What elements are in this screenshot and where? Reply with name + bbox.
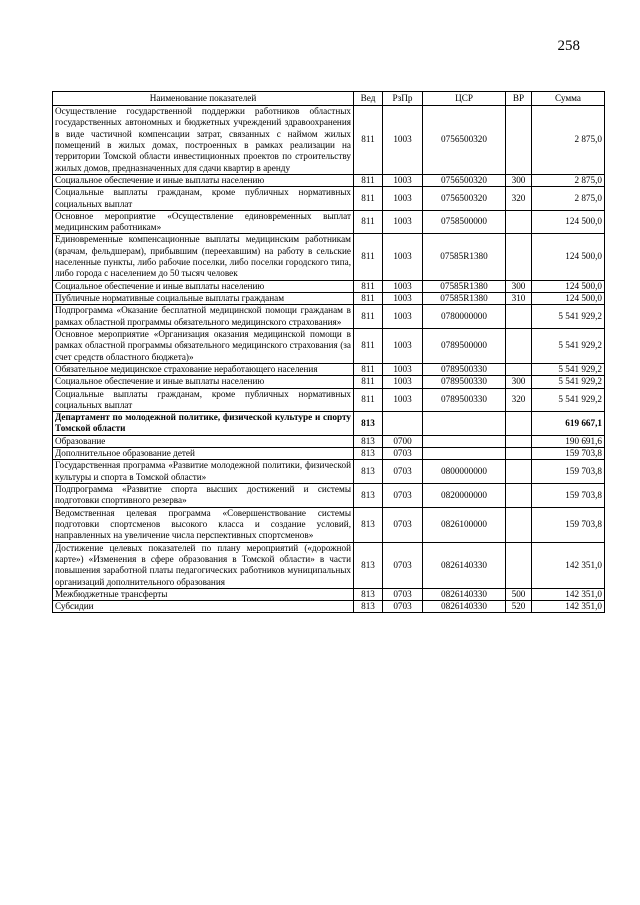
cell-csr: 0789500000 xyxy=(423,328,506,363)
cell-csr: 0758500000 xyxy=(423,210,506,234)
table-row xyxy=(53,293,605,305)
cell-ved: 813 xyxy=(354,588,383,600)
cell-sum: 124 500,0 xyxy=(532,293,605,305)
cell-sum: 2 875,0 xyxy=(532,187,605,211)
cell-vr xyxy=(506,448,532,460)
cell-csr: 0789500330 xyxy=(423,376,506,388)
table-row xyxy=(53,507,605,542)
cell-name: Межбюджетные трансферты xyxy=(53,588,354,600)
header-name: Наименование показателей xyxy=(53,92,354,106)
cell-rzpr: 0703 xyxy=(383,542,423,588)
cell-csr: 07585R1380 xyxy=(423,293,506,305)
table-row xyxy=(53,588,605,600)
table-row xyxy=(53,363,605,375)
header-vr: ВР xyxy=(506,92,532,106)
cell-vr: 300 xyxy=(506,280,532,292)
cell-vr: 320 xyxy=(506,187,532,211)
cell-rzpr: 0703 xyxy=(383,448,423,460)
cell-vr xyxy=(506,542,532,588)
cell-name: Социальное обеспечение и иные выплаты населению xyxy=(53,280,354,292)
cell-rzpr: 1003 xyxy=(383,280,423,292)
cell-csr: 0800000000 xyxy=(423,460,506,484)
cell-sum: 190 691,6 xyxy=(532,435,605,447)
cell-rzpr: 1003 xyxy=(383,305,423,329)
table-row xyxy=(53,234,605,280)
header-sum: Сумма xyxy=(532,92,605,106)
cell-vr xyxy=(506,507,532,542)
cell-name: Образование xyxy=(53,435,354,447)
cell-vr xyxy=(506,412,532,436)
cell-name: Подпрограмма «Развитие спорта высших достижений и системы подготовки спортивного резерва» xyxy=(53,484,354,508)
cell-ved: 813 xyxy=(354,542,383,588)
cell-ved: 813 xyxy=(354,484,383,508)
cell-rzpr xyxy=(383,412,423,436)
cell-ved: 811 xyxy=(354,106,383,175)
cell-ved: 811 xyxy=(354,293,383,305)
cell-csr: 0789500330 xyxy=(423,363,506,375)
cell-rzpr: 1003 xyxy=(383,376,423,388)
cell-sum: 159 703,8 xyxy=(532,448,605,460)
table-row xyxy=(53,388,605,412)
cell-ved: 813 xyxy=(354,507,383,542)
cell-vr xyxy=(506,460,532,484)
cell-name: Достижение целевых показателей по плану мероприятий («дорожной карте») «Изменения в сфере образования в Томской области» в части повышения заработной платы педагогических работников муниципальных организаций дополнительного образования xyxy=(53,542,354,588)
table-row xyxy=(53,484,605,508)
header-ved: Вед xyxy=(354,92,383,106)
cell-sum: 124 500,0 xyxy=(532,280,605,292)
cell-name: Единовременные компенсационные выплаты медицинским работникам (врачам, фельдшерам), прибывшим (переехавшим) на работу в сельские населенные пункты, либо рабочие поселки, либо поселки городского типа, либо города с населением до 50 тысяч человек xyxy=(53,234,354,280)
cell-rzpr: 0703 xyxy=(383,484,423,508)
cell-vr: 300 xyxy=(506,174,532,186)
cell-vr xyxy=(506,106,532,175)
cell-name: Обязательное медицинское страхование неработающего населения xyxy=(53,363,354,375)
cell-rzpr: 1003 xyxy=(383,328,423,363)
cell-rzpr: 0703 xyxy=(383,601,423,613)
cell-sum: 5 541 929,2 xyxy=(532,363,605,375)
table-row xyxy=(53,601,605,613)
cell-csr: 0826140330 xyxy=(423,601,506,613)
cell-name: Субсидии xyxy=(53,601,354,613)
cell-rzpr: 1003 xyxy=(383,174,423,186)
cell-csr: 0826140330 xyxy=(423,588,506,600)
table-row xyxy=(53,460,605,484)
cell-ved: 811 xyxy=(354,234,383,280)
table-row xyxy=(53,412,605,436)
cell-vr: 500 xyxy=(506,588,532,600)
cell-sum: 142 351,0 xyxy=(532,588,605,600)
cell-vr xyxy=(506,435,532,447)
table-row xyxy=(53,210,605,234)
cell-ved: 811 xyxy=(354,187,383,211)
cell-ved: 813 xyxy=(354,435,383,447)
header-rzpr: РзПр xyxy=(383,92,423,106)
cell-name: Социальное обеспечение и иные выплаты населению xyxy=(53,174,354,186)
cell-name: Основное мероприятие «Организация оказания медицинской помощи в рамках областной программы обязательного медицинского страхования (за счет средств областного бюджета)» xyxy=(53,328,354,363)
budget-table xyxy=(52,91,605,613)
cell-ved: 811 xyxy=(354,388,383,412)
cell-name: Государственная программа «Развитие молодежной политики, физической культуры и спорта в Томской области» xyxy=(53,460,354,484)
cell-name: Публичные нормативные социальные выплаты гражданам xyxy=(53,293,354,305)
cell-csr: 07585R1380 xyxy=(423,280,506,292)
table-row xyxy=(53,542,605,588)
cell-sum: 142 351,0 xyxy=(532,542,605,588)
cell-vr xyxy=(506,363,532,375)
cell-sum: 5 541 929,2 xyxy=(532,328,605,363)
table-row xyxy=(53,376,605,388)
cell-vr: 310 xyxy=(506,293,532,305)
cell-ved: 813 xyxy=(354,412,383,436)
cell-vr: 300 xyxy=(506,376,532,388)
cell-ved: 813 xyxy=(354,448,383,460)
header-csr: ЦСР xyxy=(423,92,506,106)
cell-name: Основное мероприятие «Осуществление единовременных выплат медицинским работникам» xyxy=(53,210,354,234)
cell-ved: 811 xyxy=(354,376,383,388)
cell-name: Дополнительное образование детей xyxy=(53,448,354,460)
cell-csr: 0756500320 xyxy=(423,106,506,175)
cell-vr: 320 xyxy=(506,388,532,412)
cell-ved: 811 xyxy=(354,174,383,186)
cell-ved: 811 xyxy=(354,328,383,363)
cell-rzpr: 0703 xyxy=(383,507,423,542)
cell-csr: 0826140330 xyxy=(423,542,506,588)
cell-vr xyxy=(506,328,532,363)
page-number: 258 xyxy=(557,38,580,54)
table-row xyxy=(53,328,605,363)
cell-ved: 813 xyxy=(354,460,383,484)
cell-sum: 124 500,0 xyxy=(532,210,605,234)
cell-sum: 5 541 929,2 xyxy=(532,388,605,412)
table-header-row xyxy=(53,92,605,106)
table-row xyxy=(53,305,605,329)
cell-sum: 124 500,0 xyxy=(532,234,605,280)
cell-csr: 0789500330 xyxy=(423,388,506,412)
cell-ved: 811 xyxy=(354,210,383,234)
cell-vr xyxy=(506,305,532,329)
cell-ved: 811 xyxy=(354,363,383,375)
cell-rzpr: 0703 xyxy=(383,460,423,484)
cell-csr: 0756500320 xyxy=(423,174,506,186)
cell-csr: 07585R1380 xyxy=(423,234,506,280)
table-row xyxy=(53,280,605,292)
table-row xyxy=(53,106,605,175)
cell-rzpr: 1003 xyxy=(383,106,423,175)
cell-csr: 0820000000 xyxy=(423,484,506,508)
cell-vr xyxy=(506,234,532,280)
cell-name: Осуществление государственной поддержки работников областных государственных автономных и бюджетных учреждений здравоохранения в виде частичной компенсации затрат, связанных с наймом жилых помещений в жилых домах, построенных в рамках реализации на территории Томской области инвестиционных проектов по строительству жилых домов, предназначенных для сдачи квартир в аренду xyxy=(53,106,354,175)
cell-name: Социальное обеспечение и иные выплаты населению xyxy=(53,376,354,388)
cell-vr: 520 xyxy=(506,601,532,613)
cell-sum: 142 351,0 xyxy=(532,601,605,613)
cell-vr xyxy=(506,484,532,508)
cell-csr xyxy=(423,448,506,460)
cell-sum: 2 875,0 xyxy=(532,174,605,186)
cell-name: Социальные выплаты гражданам, кроме публичных нормативных социальных выплат xyxy=(53,187,354,211)
cell-name: Социальные выплаты гражданам, кроме публичных нормативных социальных выплат xyxy=(53,388,354,412)
cell-sum: 159 703,8 xyxy=(532,484,605,508)
cell-sum: 159 703,8 xyxy=(532,507,605,542)
cell-ved: 811 xyxy=(354,280,383,292)
cell-rzpr: 1003 xyxy=(383,363,423,375)
cell-rzpr: 1003 xyxy=(383,187,423,211)
cell-sum: 5 541 929,2 xyxy=(532,376,605,388)
cell-csr: 0780000000 xyxy=(423,305,506,329)
cell-csr: 0756500320 xyxy=(423,187,506,211)
cell-rzpr: 0700 xyxy=(383,435,423,447)
cell-ved: 811 xyxy=(354,305,383,329)
table-row xyxy=(53,174,605,186)
cell-csr xyxy=(423,412,506,436)
table-row xyxy=(53,435,605,447)
cell-name: Ведомственная целевая программа «Совершенствование системы подготовки спортсменов высокого класса и создание условий, направленных на увеличение числа перспективных спортсменов» xyxy=(53,507,354,542)
table-row xyxy=(53,187,605,211)
cell-rzpr: 1003 xyxy=(383,293,423,305)
table-row xyxy=(53,448,605,460)
cell-csr: 0826100000 xyxy=(423,507,506,542)
cell-rzpr: 1003 xyxy=(383,388,423,412)
cell-sum: 619 667,1 xyxy=(532,412,605,436)
cell-sum: 5 541 929,2 xyxy=(532,305,605,329)
cell-sum: 159 703,8 xyxy=(532,460,605,484)
cell-name: Департамент по молодежной политике, физической культуре и спорту Томской области xyxy=(53,412,354,436)
cell-vr xyxy=(506,210,532,234)
cell-name: Подпрограмма «Оказание бесплатной медицинской помощи гражданам в рамках областной программы обязательного медицинского страхования» xyxy=(53,305,354,329)
cell-rzpr: 1003 xyxy=(383,234,423,280)
cell-rzpr: 1003 xyxy=(383,210,423,234)
cell-ved: 813 xyxy=(354,601,383,613)
cell-sum: 2 875,0 xyxy=(532,106,605,175)
cell-rzpr: 0703 xyxy=(383,588,423,600)
cell-csr xyxy=(423,435,506,447)
